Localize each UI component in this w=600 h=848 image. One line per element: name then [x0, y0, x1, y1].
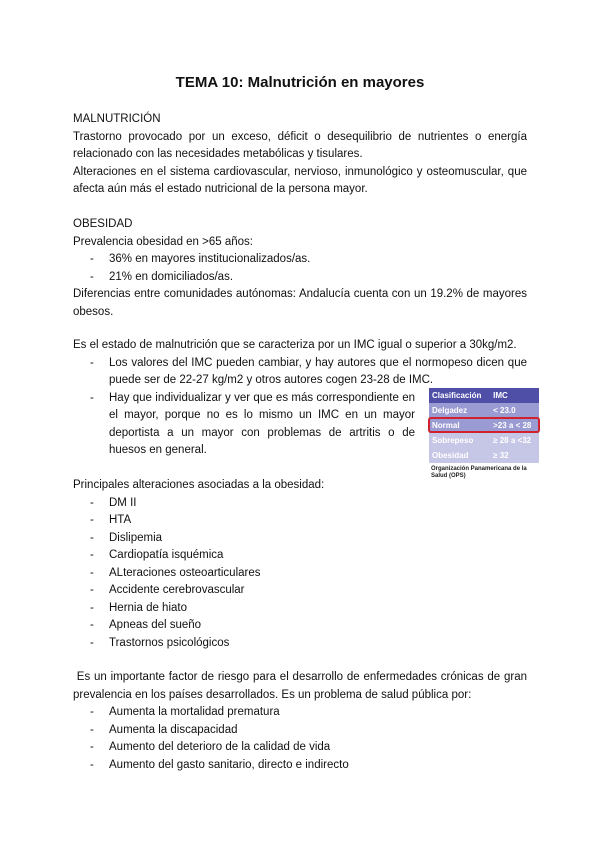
section-obesidad [73, 216, 527, 321]
table-cell: Delgadez [429, 403, 490, 418]
table-cell: < 23.0 [490, 403, 539, 418]
page-title: TEMA 10: Malnutrición en mayores [175, 74, 425, 91]
table-header-cell: IMC [490, 388, 539, 403]
list-item: - Dislipemia [73, 530, 527, 548]
table-source-caption: Organización Panamericana de la Salud (OPS) [431, 466, 527, 479]
table-cell: Obesidad [429, 448, 490, 463]
table-header-cell: Clasificación [429, 388, 490, 403]
prevalence-list [73, 251, 527, 286]
list-item: - Trastornos psicológicos [73, 635, 527, 653]
paragraph: Diferencias entre comunidades autónomas: Andalucía cuenta con un 19.2% de mayores obesos. [73, 288, 527, 318]
list-item: - 36% en mayores institucionalizados/as. [73, 251, 527, 269]
list-item: - Hay que individualizar y ver que es más correspondiente en el mayor, porque no es lo mismo un IMC en un mayor deportista a un mayor con problemas de artritis o de huesos en general. [73, 390, 415, 460]
table-row [429, 403, 539, 418]
list-item: - Accidente cerebrovascular [73, 582, 527, 600]
paragraph: Es un importante factor de riesgo para el desarrollo de enfermedades crónicas de gran prevalencia en los países desarrollados. Es un problema de salud pública por: [73, 671, 531, 701]
section-heading: MALNUTRICIÓN [73, 113, 161, 125]
paragraph: Principales alteraciones asociadas a la obesidad: [73, 479, 325, 491]
list-item: - Cardiopatía isquémica [73, 547, 527, 565]
table-header-row [429, 388, 539, 403]
section-malnutricion [73, 111, 527, 199]
section-heading: OBESIDAD [73, 218, 133, 230]
list-item: - ALteraciones osteoarticulares [73, 565, 527, 583]
table-cell: Normal [429, 418, 490, 433]
list-item: - HTA [73, 512, 527, 530]
table-cell: >23 a < 28 [490, 418, 539, 433]
section-riesgo [73, 669, 531, 774]
list-item: - Apneas del sueño [73, 617, 527, 635]
table-cell: Sobrepeso [429, 433, 490, 448]
list-item: - Aumento del deterioro de la calidad de vida [73, 739, 527, 757]
section-alteraciones [73, 477, 527, 652]
paragraph: Es el estado de malnutrición que se caracteriza por un IMC igual o superior a 30kg/m2. [73, 339, 517, 351]
list-item: - DM II [73, 495, 527, 513]
list-item: - Aumenta la mortalidad prematura [73, 704, 527, 722]
table-cell: ≥ 28 a <32 [490, 433, 539, 448]
riesgo-list [73, 704, 527, 774]
list-item: - 21% en domiciliados/as. [73, 269, 527, 287]
paragraph: Trastorno provocado por un exceso, déficit o desequilibrio de nutrientes o energía relacionado con las necesidades metabólicas y tisulares. [73, 130, 527, 160]
list-item: - Hernia de hiato [73, 600, 527, 618]
paragraph: Prevalencia obesidad en >65 años: [73, 235, 253, 248]
normal-row-highlight [428, 417, 540, 433]
paragraph: Alteraciones en el sistema cardiovascular, nervioso, inmunológico y osteomuscular, que afecta aún más el estado nutricional de la persona mayor. [73, 165, 527, 195]
table-row [429, 433, 539, 448]
list-item: - Los valores del IMC pueden cambiar, y hay autores que el normopeso dicen que puede ser de 22-27 kg/m2 y otros autores cogen 23-28 de IMC. [73, 355, 527, 390]
table-cell: ≥ 32 [490, 448, 539, 463]
table-row [429, 448, 539, 463]
list-item: - Aumento del gasto sanitario, directo e indirecto [73, 757, 527, 775]
alteraciones-list [73, 495, 527, 653]
list-item: - Aumenta la discapacidad [73, 722, 527, 740]
